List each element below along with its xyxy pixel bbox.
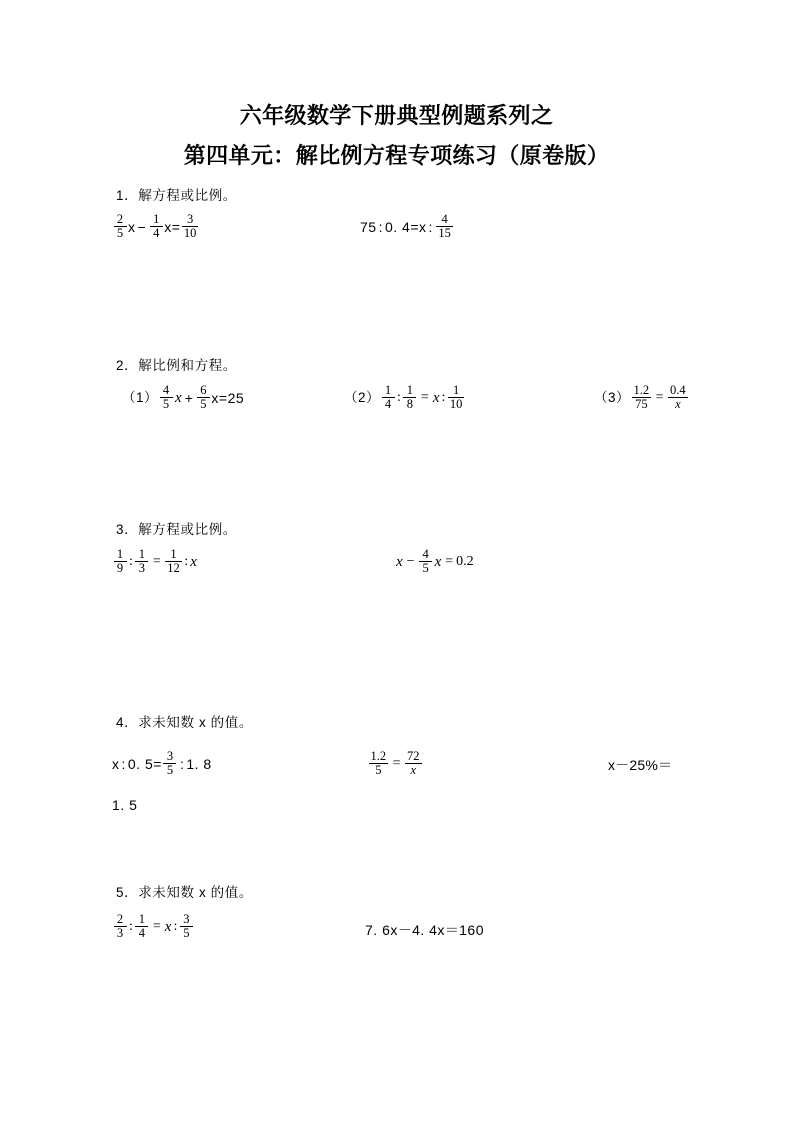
problem-2-expression-1	[122, 384, 244, 412]
equals-sign: =	[420, 389, 429, 405]
problem-3-expression-2	[395, 548, 474, 576]
ratio-colon: :	[179, 755, 185, 772]
equals-sign: =	[152, 918, 161, 934]
term-7-6x: 7. 6x	[365, 922, 398, 938]
minus-operator: －	[397, 922, 413, 938]
fraction-1-over-4: $\frac{1}{4}$	[150, 213, 163, 241]
ratio-colon: :	[129, 918, 133, 934]
problem-3-expression-1	[112, 548, 198, 576]
title-line-1: 六年级数学下册典型例题系列之	[239, 103, 554, 128]
problem-5-heading: 5．求未知数 x 的值。	[116, 885, 253, 900]
variable-x: x	[164, 218, 172, 235]
problem-3-heading: 3．解方程或比例。	[116, 522, 237, 537]
fraction-4-over-15: $\frac{4}{15}$	[438, 211, 451, 241]
problem-1-heading: 1．解方程或比例。	[116, 188, 237, 203]
variable-x: x	[396, 553, 403, 570]
fraction-72-over-x: $\frac{72}{x}$	[407, 748, 420, 778]
problem-2-heading: 2．解比例和方程。	[116, 358, 237, 373]
term-4-4x: 4. 4x	[412, 922, 445, 938]
fraction-2-over-5: $\frac{2}{5}$	[114, 213, 127, 241]
variable-x: x	[175, 389, 182, 406]
equals-sign: ＝	[444, 922, 460, 938]
ratio-colon: :	[129, 553, 133, 569]
problem-5-expression-2	[365, 920, 484, 940]
number-0-5: 0. 5	[127, 755, 154, 772]
fraction-4-over-5: $\frac{4}{5}$	[419, 548, 432, 576]
ratio-colon: :	[378, 218, 383, 235]
problem-4-expression-2	[367, 750, 423, 778]
problem-5-expression-1	[112, 913, 194, 941]
problem-4-expression-3-wrap	[112, 795, 137, 815]
fraction-1-over-9: $\frac{1}{9}$	[114, 548, 127, 576]
fraction-1-over-12: $\frac{1}{12}$	[167, 546, 180, 576]
item-label-3: （3）	[594, 389, 631, 405]
result-25: 25	[227, 389, 245, 406]
equals-sign: =	[655, 389, 664, 405]
equals-sign: =	[410, 218, 420, 235]
fraction-3-over-5: $\frac{3}{5}$	[163, 750, 176, 778]
equals-sign: =	[445, 553, 454, 569]
fraction-1-over-4: $\frac{1}{4}$	[382, 384, 395, 412]
fraction-1-2-over-75: $\frac{1.2}{75}$	[633, 382, 650, 412]
ratio-colon: :	[441, 389, 446, 405]
fraction-2-over-3: $\frac{2}{3}$	[114, 913, 127, 941]
fraction-4-over-5: $\frac{4}{5}$	[160, 384, 173, 412]
result-160: 160	[459, 922, 484, 938]
variable-x: x	[434, 553, 442, 570]
fraction-1-over-4: $\frac{1}{4}$	[135, 913, 148, 941]
fraction-0-4-over-x: $\frac{0.4}{x}$	[670, 382, 686, 412]
variable-x: x	[128, 218, 136, 235]
item-label-2: （2）	[344, 389, 381, 405]
expression-x-minus-25-percent: x－25%＝	[608, 757, 673, 773]
ratio-colon: :	[397, 389, 401, 405]
variable-x: x	[190, 553, 197, 570]
fraction-1-over-3: $\frac{1}{3}$	[135, 548, 148, 576]
fraction-1-over-8: $\frac{1}{8}$	[403, 384, 416, 412]
ratio-colon: :	[173, 918, 178, 934]
equals-sign: =	[171, 218, 181, 235]
ratio-colon: :	[428, 218, 433, 235]
equals-sign: =	[152, 553, 161, 569]
fraction-3-over-5: $\frac{3}{5}$	[180, 913, 193, 941]
number-0-4: 0. 4	[384, 218, 411, 235]
result-0-2: 0.2	[456, 553, 474, 569]
title-line-2: 第四单元：解比例方程专项练习（原卷版）	[183, 143, 610, 168]
plus-operator: +	[184, 389, 194, 406]
variable-x: x	[419, 218, 427, 235]
result-1-5: 1. 5	[112, 797, 138, 813]
problem-1-expression-1	[112, 213, 200, 241]
variable-x: x	[112, 755, 120, 772]
item-label-1: （1）	[122, 389, 159, 405]
document-title	[0, 96, 793, 176]
fraction-3-over-10: $\frac{3}{10}$	[183, 211, 197, 241]
fraction-1-2-over-5: $\frac{1.2}{5}$	[370, 748, 387, 778]
equals-sign: =	[392, 755, 401, 771]
fraction-6-over-5: $\frac{6}{5}$	[197, 384, 210, 412]
minus-operator: −	[406, 553, 415, 569]
problem-4-heading: 4．求未知数 x 的值。	[116, 715, 253, 730]
ratio-colon: :	[184, 553, 189, 569]
problem-4-expression-3	[608, 755, 672, 775]
problem-2-expression-3	[594, 384, 689, 412]
problem-2-expression-2	[344, 384, 466, 412]
ratio-colon: :	[121, 755, 126, 772]
number-1-8: 1. 8	[186, 755, 212, 772]
variable-x: x	[164, 918, 172, 935]
number-75: 75	[360, 218, 377, 235]
minus-operator: −	[137, 218, 147, 235]
problem-1-expression-2	[360, 213, 454, 241]
equals-sign: =	[153, 755, 162, 772]
fraction-1-over-10: $\frac{1}{10}$	[449, 382, 463, 412]
variable-x: x	[211, 389, 219, 406]
variable-x: x	[432, 389, 440, 406]
problem-4-expression-1	[112, 750, 212, 778]
equals-sign: =	[218, 389, 228, 406]
